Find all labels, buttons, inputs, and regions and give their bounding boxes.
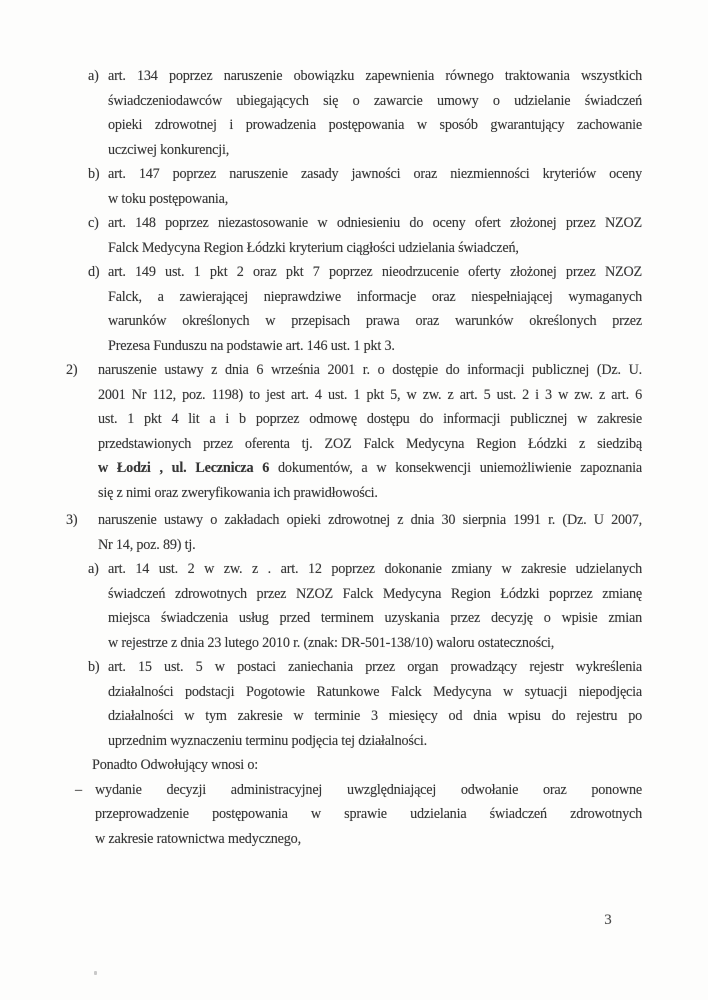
text-line: art. 148 poprzez niezastosowanie w odniesieniu do oceny ofert złożonej przez NZOZ (108, 215, 642, 231)
text-line: 2001 Nr 112, poz. 1198) to jest art. 4 ust. 1 pkt 5, w zw. z art. 5 ust. 2 i 3 w zw. z art. 6 (98, 386, 642, 403)
list-marker: c) (88, 215, 99, 231)
list-item (88, 655, 642, 753)
scan-speck (94, 971, 97, 975)
text-line: Falck Medycyna Region Łódzki kryterium ciągłości udzielania świadczeń, (108, 239, 519, 256)
text-line: art. 134 poprzez naruszenie obowiązku zapewnienia równego traktowania wszystkich (108, 68, 642, 84)
list-item (66, 508, 642, 557)
text-line: naruszenie ustawy o zakładach opieki zdrowotnej z dnia 30 sierpnia 1991 r. (Dz. U 2007, (98, 512, 642, 528)
text-line: działalności podstacji Pogotowie Ratunkowe Falck Medycyna w sytuacji niepodjęcia (108, 683, 642, 700)
list-marker: a) (88, 68, 99, 84)
text-line: świadczeń zdrowotnych przez NZOZ Falck Medycyna Region Łódzki poprzez zmianę (108, 585, 642, 602)
text-line: Ponadto Odwołujący wnosi o: (92, 757, 259, 773)
list-marker: b) (88, 166, 100, 182)
page-number: 3 (604, 912, 612, 928)
text-line (98, 456, 642, 481)
text-line: uprzednim wyznaczeniu terminu podjęcia tej działalności. (108, 732, 427, 749)
emphasized-text: w Łodzi , ul. Lecznicza 6 (98, 460, 270, 476)
text-line: art. 149 ust. 1 pkt 2 oraz pkt 7 poprzez nieodrzucenie oferty złożonej przez NZOZ (108, 264, 642, 280)
list-item (88, 260, 642, 358)
list-marker: a) (88, 561, 99, 577)
list-marker: – (75, 781, 82, 798)
text-line: art. 147 poprzez naruszenie zasady jawności oraz niezmienności kryteriów oceny (108, 166, 642, 182)
text-line: wydanie decyzji administracyjnej uwzględniającej odwołanie oraz ponowne (95, 781, 642, 798)
list-item (88, 557, 642, 655)
list-marker: d) (88, 264, 100, 280)
list-marker: 3) (66, 512, 78, 528)
text-line: miejsca świadczenia usług przed terminem uzyskania przez decyzję o wpisie zmian (108, 610, 642, 626)
list-item (88, 162, 642, 211)
list-item (66, 358, 642, 505)
list-item (88, 211, 642, 260)
text-line: uczciwej konkurencji, (108, 141, 230, 158)
text-line: warunków określonych w przepisach prawa oraz warunków określonych przez (108, 313, 642, 329)
text-line: w zakresie ratownictwa medycznego, (95, 830, 301, 847)
list-marker: 2) (66, 362, 78, 378)
text-line: opieki zdrowotnej i prowadzenia postępowania w sposób gwarantujący zachowanie (108, 117, 642, 133)
text-line: art. 15 ust. 5 w postaci zaniechania przez organ prowadzący rejestr wykreślenia (108, 659, 642, 675)
list-item (75, 778, 642, 852)
text-line: Nr 14, poz. 89) tj. (98, 536, 196, 553)
text-line: przedstawionych przez oferenta tj. ZOZ Falck Medycyna Region Łódzki z siedzibą (98, 435, 642, 452)
text-line: ust. 1 pkt 4 lit a i b poprzez odmowę dostępu do informacji publicznej w zakresie (98, 411, 642, 427)
text-line: Prezesa Funduszu na podstawie art. 146 ust. 1 pkt 3. (108, 337, 395, 354)
text-line: działalności w tym zakresie w terminie 3 miesięcy od dnia wpisu do rejestru po (108, 708, 642, 724)
text-line: w toku postępowania, (108, 190, 229, 207)
list-item (92, 753, 642, 778)
list-item (88, 64, 642, 162)
text-line: przeprowadzenie postępowania w sprawie udzielania świadczeń zdrowotnych (95, 806, 642, 822)
list-marker: b) (88, 659, 100, 675)
text-line: art. 14 ust. 2 w zw. z . art. 12 poprzez dokonanie zmiany w zakresie udzielanych (108, 561, 642, 577)
text-line: się z nimi oraz zweryfikowania ich prawidłowości. (98, 484, 378, 501)
text-span: dokumentów, a w konsekwencji uniemożliwienie zapoznania (269, 460, 642, 476)
text-line: świadczeniodawców ubiegających się o zawarcie umowy o udzielanie świadczeń (108, 92, 642, 109)
text-line: w rejestrze z dnia 23 lutego 2010 r. (znak: DR-501-138/10) waloru ostateczności, (108, 634, 555, 651)
document-body (66, 64, 642, 851)
text-line: naruszenie ustawy z dnia 6 września 2001 r. o dostępie do informacji publicznej (Dz. U. (98, 362, 642, 378)
text-line: Falck, a zawierającej nieprawdziwe informacje oraz niespełniającej wymaganych (108, 288, 642, 305)
